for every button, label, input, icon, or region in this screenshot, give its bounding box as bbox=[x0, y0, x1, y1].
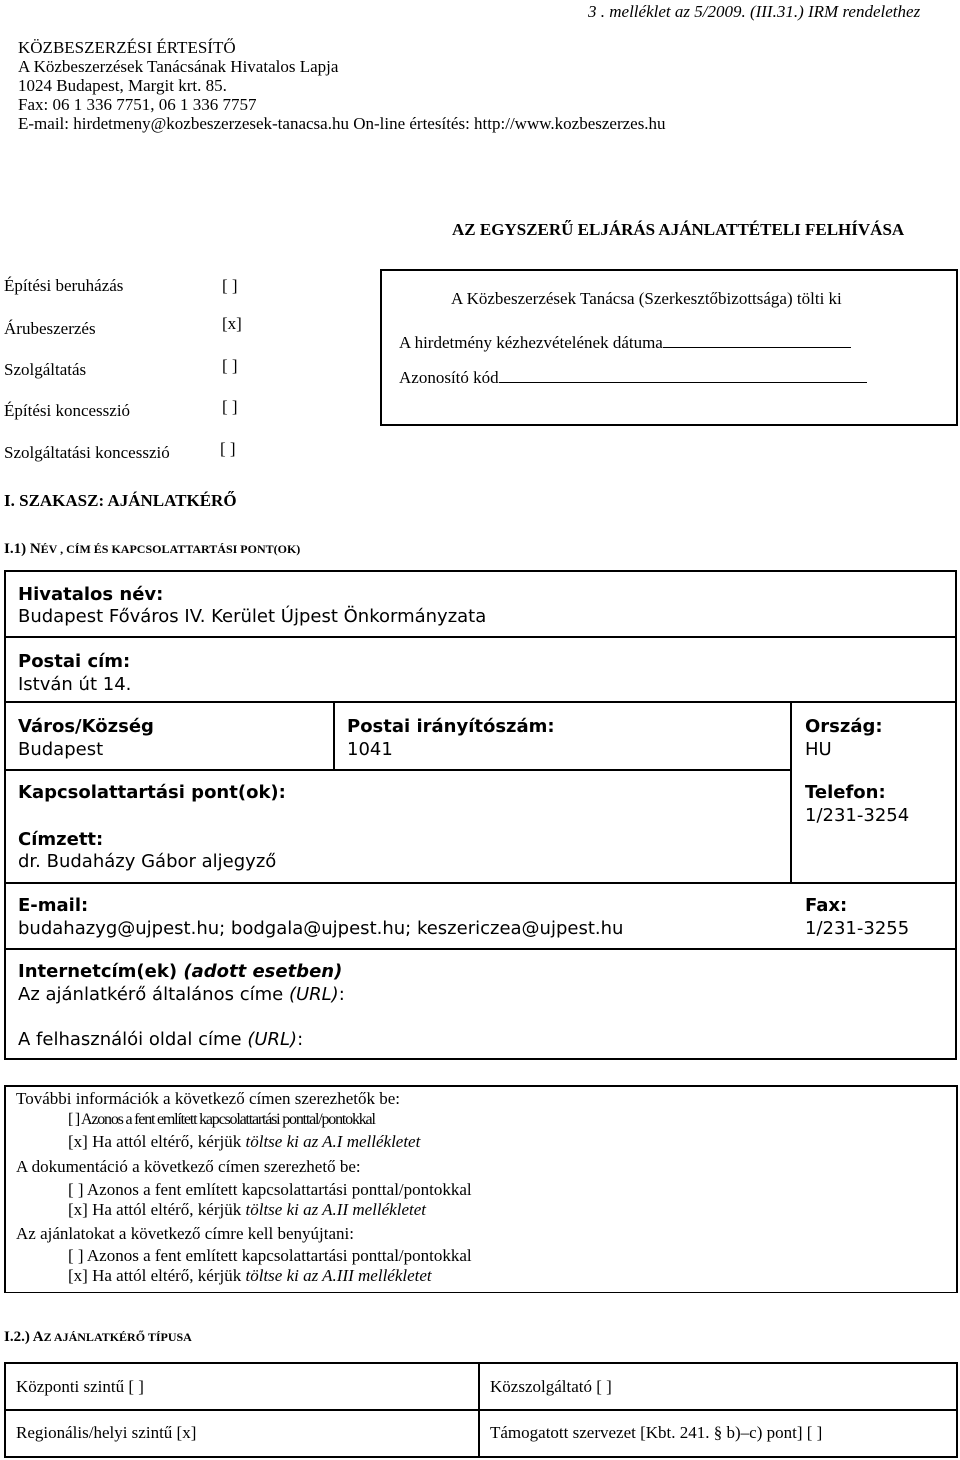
zip: 1041 bbox=[347, 739, 393, 760]
attention-label: Címzett: bbox=[18, 829, 104, 850]
postal-address: István út 14. bbox=[18, 674, 132, 695]
authority-utility: Közszolgáltató [ ] bbox=[490, 1377, 612, 1396]
received-date-field bbox=[399, 333, 851, 353]
option-text: [x] Ha attól eltérő, kérjük bbox=[68, 1200, 242, 1219]
documentation-question: A dokumentáció a következő címen szerezhető be: bbox=[16, 1157, 361, 1176]
buyer-url-label: A felhasználói oldal címe (URL): bbox=[18, 1029, 304, 1050]
attention: dr. Budaházy Gábor aljegyző bbox=[18, 851, 277, 872]
publisher-subtitle: A Közbeszerzések Tanácsának Hivatalos Lapja bbox=[18, 57, 339, 76]
option-annex: töltse ki az A.II mellékletet bbox=[245, 1200, 426, 1219]
zip-label: Postai irányítószám: bbox=[347, 716, 555, 737]
contract-type-label: Építési koncesszió bbox=[4, 401, 131, 420]
authority-supported: Támogatott szervezet [Kbt. 241. § b)–c) pont] [ ] bbox=[490, 1423, 823, 1442]
publisher-address: 1024 Budapest, Margit krt. 85. bbox=[18, 76, 227, 95]
general-url-label: Az ajánlatkérő általános címe (URL): bbox=[18, 984, 345, 1005]
publisher-fax: Fax: 06 1 336 7751, 06 1 336 7757 bbox=[18, 95, 257, 114]
city: Budapest bbox=[18, 739, 104, 760]
buyer-url-suffix: (URL) bbox=[247, 1029, 298, 1050]
contact-points-label: Kapcsolattartási pont(ok): bbox=[18, 782, 286, 803]
official-name-label: Hivatalos név: bbox=[18, 584, 164, 605]
document-title: AZ EGYSZERŰ ELJÁRÁS AJÁNLATTÉTELI FELHÍVÁSA bbox=[452, 220, 905, 239]
option-annex: töltse ki az A.I mellékletet bbox=[245, 1132, 421, 1151]
contract-type-mark: [x] bbox=[222, 314, 242, 333]
further-info-question: További információk a következő címen szerezhetők be: bbox=[16, 1089, 400, 1108]
contract-type-mark: [ ] bbox=[222, 397, 238, 416]
contract-type-mark: [ ] bbox=[220, 439, 236, 458]
contract-type-label: Építési beruházás bbox=[4, 276, 124, 295]
subsection-text: ÉV , CÍM ÉS KAPCSOLATTARTÁSI PONT(OK) bbox=[40, 542, 301, 556]
submission-option bbox=[68, 1266, 432, 1286]
internet-label bbox=[18, 961, 342, 982]
internet-note: (adott esetben) bbox=[183, 961, 343, 982]
general-url-text: Az ajánlatkérő általános címe bbox=[18, 984, 284, 1005]
further-info-option bbox=[68, 1132, 420, 1152]
city-label: Város/Község bbox=[18, 716, 154, 737]
authority-regional: Regionális/helyi szintű [x] bbox=[16, 1423, 197, 1442]
postal-address-label: Postai cím: bbox=[18, 651, 131, 672]
contract-type-mark: [ ] bbox=[222, 356, 238, 375]
subsection-number: I.1) N bbox=[4, 541, 41, 557]
contract-type-label: Szolgáltatási koncesszió bbox=[4, 443, 170, 462]
contract-type-label: Szolgáltatás bbox=[4, 360, 87, 379]
fax-label: Fax: bbox=[805, 895, 848, 916]
email-label: E-mail: bbox=[18, 895, 89, 916]
submission-option: [ ] Azonos a fent említett kapcsolattartási ponttal/pontokkal bbox=[68, 1246, 472, 1265]
option-text: [x] Ha attól eltérő, kérjük bbox=[68, 1266, 242, 1285]
further-info-option: [ ] Azonos a fent említett kapcsolattartási ponttal/pontokkal bbox=[68, 1111, 375, 1128]
contract-type-mark: [ ] bbox=[222, 276, 238, 295]
council-box-title: A Közbeszerzések Tanácsa (Szerkesztőbizottsága) tölti ki bbox=[451, 289, 842, 308]
phone: 1/231-3254 bbox=[805, 805, 910, 826]
authority-central: Központi szintű [ ] bbox=[16, 1377, 144, 1396]
identifier-label: Azonosító kód bbox=[399, 368, 499, 387]
country: HU bbox=[805, 739, 832, 760]
documentation-option bbox=[68, 1200, 426, 1220]
contract-type-label: Árubeszerzés bbox=[4, 319, 96, 338]
section-title: I. SZAKASZ: AJÁNLATKÉRŐ bbox=[4, 491, 237, 510]
subsection-number: I.2.) A bbox=[4, 1329, 44, 1345]
annex-reference: 3 . melléklet az 5/2009. (III.31.) IRM rendelethez bbox=[588, 2, 921, 21]
option-annex: töltse ki az A.III mellékletet bbox=[245, 1266, 432, 1285]
subsection-title bbox=[4, 538, 300, 558]
submission-question: Az ajánlatokat a következő címre kell benyújtani: bbox=[16, 1224, 354, 1243]
internet-label-text: Internetcím(ek) bbox=[18, 961, 178, 982]
received-date-label: A hirdetmény kézhezvételének dátuma bbox=[399, 333, 663, 352]
publisher-contact: E-mail: hirdetmeny@kozbeszerzesek-tanacsa.hu On-line értesítés: http://www.kozbeszerzes.hu bbox=[18, 114, 666, 133]
email: budahazyg@ujpest.hu; bodgala@ujpest.hu; keszericzea@ujpest.hu bbox=[18, 918, 624, 939]
documentation-option: [ ] Azonos a fent említett kapcsolattartási ponttal/pontokkal bbox=[68, 1180, 472, 1199]
identifier-field bbox=[399, 368, 867, 388]
phone-label: Telefon: bbox=[805, 782, 886, 803]
subsection-text: Z AJÁNLATKÉRŐ TÍPUSA bbox=[43, 1330, 192, 1344]
country-label: Ország: bbox=[805, 716, 883, 737]
subsection-title bbox=[4, 1326, 192, 1346]
fax: 1/231-3255 bbox=[805, 918, 910, 939]
buyer-url-text: A felhasználói oldal címe bbox=[18, 1029, 242, 1050]
publisher-name: KÖZBESZERZÉSI ÉRTESÍTŐ bbox=[18, 38, 236, 57]
official-name: Budapest Főváros IV. Kerület Újpest Önkormányzata bbox=[18, 606, 487, 627]
general-url-suffix: (URL) bbox=[288, 984, 339, 1005]
option-text: [x] Ha attól eltérő, kérjük bbox=[68, 1132, 242, 1151]
